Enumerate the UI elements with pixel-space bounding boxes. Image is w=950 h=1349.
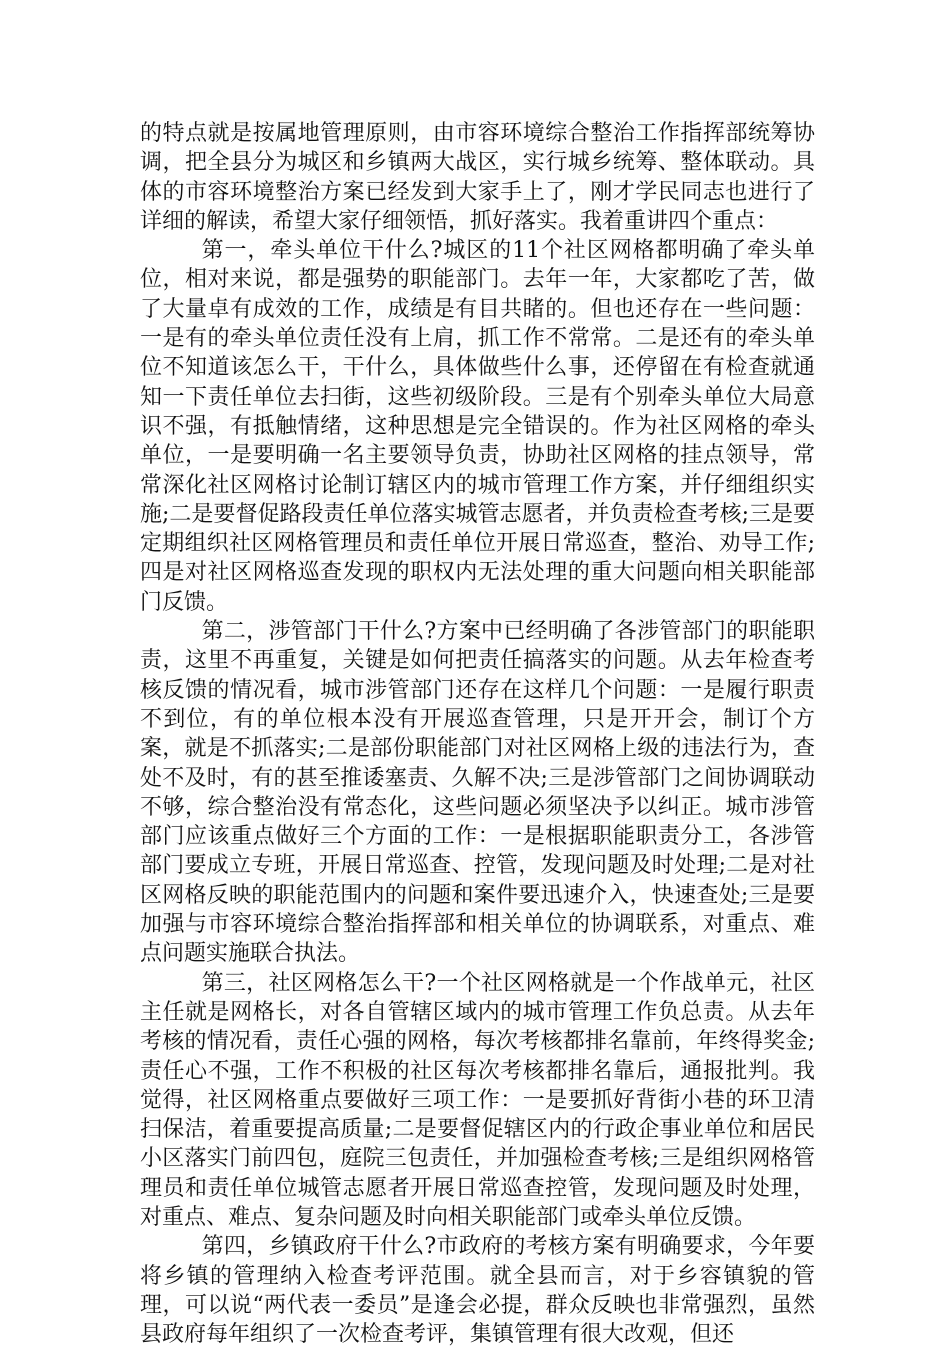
paragraph-continuation: 的特点就是按属地管理原则，由市容环境综合整治工作指挥部统筹协调，把全县分为城区和乡镇两大战区，实行城乡统筹、整体联动。具体的市容环境整治方案已经发到大家手上了，刚才学民同志也进行了详细的解读，希望大家仔细领悟，抓好落实。我着重讲四个重点：: [140, 121, 815, 234]
paragraph-third-point: 第三，社区网格怎么干?一个社区网格就是一个作战单元，社区主任就是网格长，对各自管辖区域内的城市管理工作负总责。从去年考核的情况看，责任心强的网格，每次考核都排名靠前，年终得奖金;责任心不强，工作不积极的社区每次考核都排名靠后，通报批判。我觉得，社区网格重点要做好三项工作：一是要抓好背街小巷的环卫清扫保洁，着重要提高质量;二是要督促辖区内的行政企事业单位和居民小区落实门前四包，庭院三包责任，并加强检查考核;三是组织网格管理员和责任单位城管志愿者开展日常巡查控管，发现问题及时处理，对重点、难点、复杂问题及时向相关职能部门或牵头单位反馈。: [140, 970, 815, 1230]
body-text: [140, 119, 815, 1349]
paragraph-first-point: 第一，牵头单位干什么?城区的11个社区网格都明确了牵头单位，相对来说，都是强势的职能部门。去年一年，大家都吃了苦，做了大量卓有成效的工作，成绩是有目共睹的。但也还存在一些问题：一是有的牵头单位责任没有上肩，抓工作不常常。二是还有的牵头单位不知道该怎么干，干什么，具体做些什么事，还停留在有检查就通知一下责任单位去扫街，这些初级阶段。三是有个别牵头单位大局意识不强，有抵触情绪，这种思想是完全错误的。作为社区网格的牵头单位，一是要明确一名主要领导负责，协助社区网格的挂点领导，常常深化社区网格讨论制订辖区内的城市管理工作方案，并仔细组织实施;二是要督促路段责任单位落实城管志愿者，并负责检查考核;三是要定期组织社区网格管理员和责任单位开展日常巡查，整治、劝导工作;四是对社区网格巡查发现的职权内无法处理的重大问题向相关职能部门反馈。: [140, 238, 815, 615]
paragraph-fourth-point: 第四，乡镇政府干什么?市政府的考核方案有明确要求，今年要将乡镇的管理纳入检查考评范围。就全县而言，对于乡容镇貌的管理，可以说“两代表一委员”是逢会必提，群众反映也非常强烈，虽然县政府每年组织了一次检查考评，集镇管理有很大改观，但还: [140, 1234, 815, 1348]
paragraph-second-point: 第二，涉管部门干什么?方案中已经明确了各涉管部门的职能职责，这里不再重复，关键是如何把责任搞落实的问题。从去年检查考核反馈的情况看，城市涉管部门还存在这样几个问题：一是履行职责不到位，有的单位根本没有开展巡查管理，只是开开会，制订个方案，就是不抓落实;二是部份职能部门对社区网格上级的违法行为，查处不及时，有的甚至推诿塞责、久解不决;三是涉管部门之间协调联动不够，综合整治没有常态化，这些问题必须坚决予以纠正。城市涉管部门应该重点做好三个方面的工作：一是根据职能职责分工，各涉管部门要成立专班，开展日常巡查、控管，发现问题及时处理;二是对社区网格反映的职能范围内的问题和案件要迅速介入，快速查处;三是要加强与市容环境综合整治指挥部和相关单位的协调联系，对重点、难点问题实施联合执法。: [140, 619, 815, 967]
